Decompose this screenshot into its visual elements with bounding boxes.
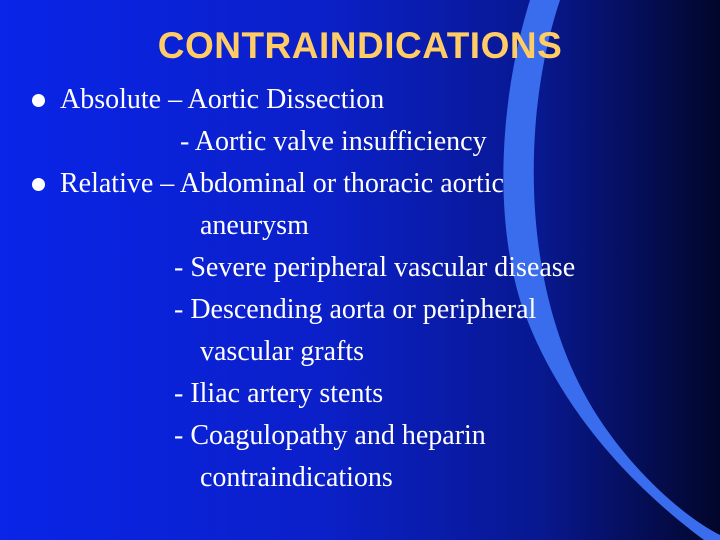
line-absolute: Absolute – Aortic Dissection [60, 84, 385, 115]
line-aneurysm: aneurysm [200, 210, 309, 241]
line-descending-aorta: - Descending aorta or peripheral [174, 294, 537, 325]
line-aortic-valve: - Aortic valve insufficiency [180, 126, 487, 157]
line-coagulopathy: - Coagulopathy and heparin [174, 420, 486, 451]
line-severe-peripheral: - Severe peripheral vascular disease [174, 252, 576, 283]
line-relative: Relative – Abdominal or thoracic aortic [60, 168, 504, 199]
bullet-icon-absolute [32, 94, 45, 107]
slide-title: CONTRAINDICATIONS [157, 25, 563, 66]
bullet-icon-relative [32, 178, 45, 191]
line-iliac-stents: - Iliac artery stents [174, 378, 384, 409]
line-vascular-grafts: vascular grafts [200, 336, 365, 367]
line-contraindications: contraindications [200, 462, 393, 493]
